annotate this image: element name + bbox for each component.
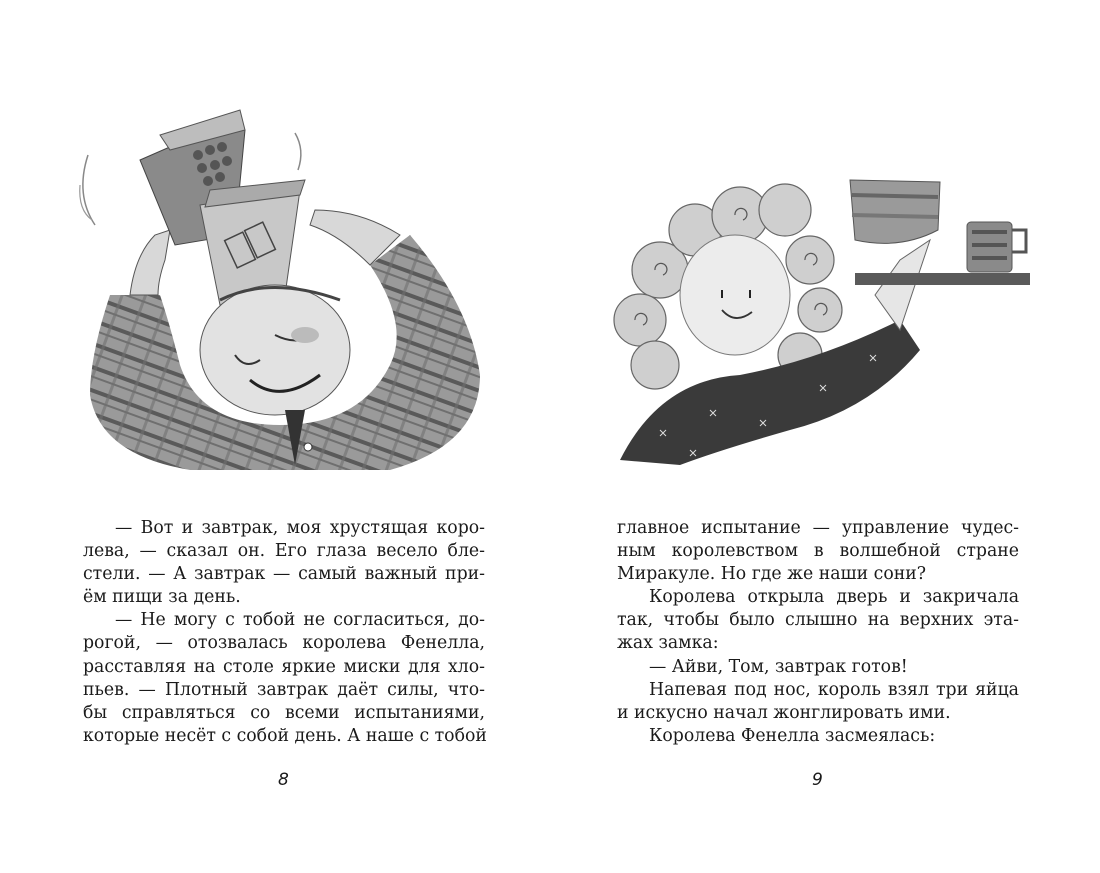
text-line: — Не могу с тобой не согласиться, до- xyxy=(115,610,485,631)
queen-with-bowls-illustration xyxy=(600,170,1040,470)
text-line: главное испытание — управление чудес- xyxy=(617,518,1019,538)
right-page-text xyxy=(617,517,1019,748)
text-line: рогой, — отозвалась королева Фенелла, xyxy=(83,633,485,654)
text-line: — Вот и завтрак, моя хрустящая коро- xyxy=(115,518,485,538)
text-line: — Айви, Том, завтрак готов! xyxy=(649,656,908,677)
text-line: лева, — сказал он. Его глаза весело бле- xyxy=(83,541,485,562)
text-line: ём пищи за день. xyxy=(83,587,241,608)
text-line: пьев. — Плотный завтрак даёт силы, что- xyxy=(83,679,485,700)
text-line: которые несёт с собой день. А наше с тобой xyxy=(83,725,487,746)
text-line: бы справляться со всеми испытаниями, xyxy=(83,702,485,723)
text-line: Королева Фенелла засмеялась: xyxy=(649,725,936,746)
text-line: Королева открыла дверь и закричала xyxy=(649,587,1019,608)
text-line: Напевая под нос, король взял три яйца xyxy=(649,679,1019,700)
right-page xyxy=(550,0,1100,873)
page-number: 8 xyxy=(278,770,289,790)
text-line: Миракуле. Но где же наши сони? xyxy=(617,564,927,585)
left-page-text xyxy=(83,517,485,748)
text-line: и искусно начал жонглировать ими. xyxy=(617,702,951,723)
text-line: жах замка: xyxy=(617,633,719,654)
text-line: стели. — А завтрак — самый важный при- xyxy=(83,564,485,585)
page-number: 9 xyxy=(812,770,823,790)
text-line: ным королевством в волшебной стране xyxy=(617,541,1019,562)
king-juggling-cereal-illustration xyxy=(70,95,490,485)
text-line: так, чтобы было слышно на верхних эта- xyxy=(617,610,1019,631)
text-line: расставляя на столе яркие миски для хло- xyxy=(83,656,485,677)
